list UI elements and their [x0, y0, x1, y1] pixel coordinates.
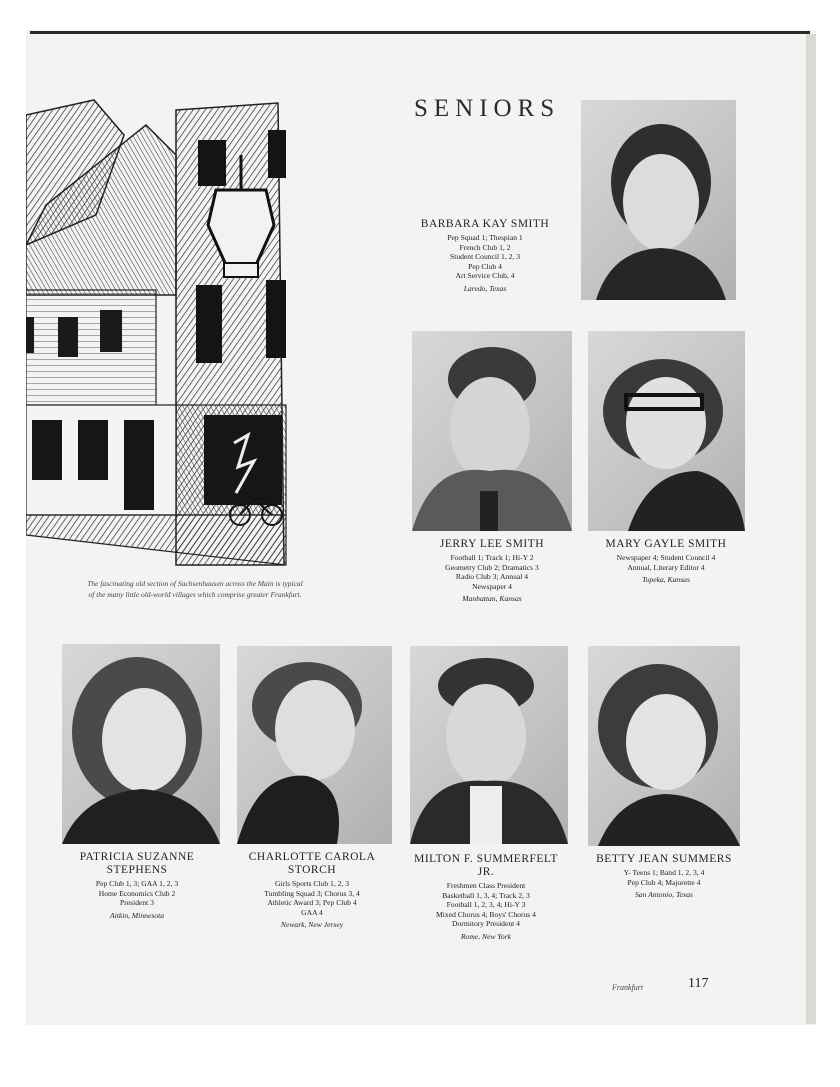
senior-entry [584, 538, 748, 585]
senior-hometown: Laredo, Texas [463, 283, 507, 293]
senior-entry [588, 853, 740, 900]
illustration-caption: The fascinating old section of Sachsenhausen across the Main is typical of the many little old-world villages which comprise greater Frankfurt. [87, 579, 303, 599]
senior-entry [400, 218, 570, 294]
senior-name: BARBARA KAY SMITH [420, 218, 550, 230]
senior-activities: Girls Sports Club 1, 2, 3 Tumbling Squad 3; Chorus 3, 4 Athletic Award 3; Pep Club 4 GAA 4 [264, 879, 360, 917]
senior-activities: Football 1; Track 1; Hi-Y 2 Geometry Club 2; Dramatics 3 Radio Club 3; Annual 4 Newspaper 4 [445, 553, 539, 591]
senior-hometown: San Antonio, Texas [634, 890, 693, 900]
senior-activities: Pep Squad 1; Thespian 1 French Club 1, 2 Student Council 1, 2, 3 Pep Club 4 Art Service Club, 4 [447, 233, 523, 281]
senior-entry [400, 538, 584, 604]
portrait-photo [581, 100, 736, 300]
senior-entry [232, 851, 392, 930]
page-number: 117 [688, 976, 709, 991]
senior-activities: Newspaper 4; Student Council 4 Annual, Literary Editor 4 [616, 553, 716, 572]
section-title: SENIORS [414, 95, 561, 122]
portrait-photo [588, 331, 745, 531]
senior-activities: Pep Club 1, 3; GAA 1, 2, 3 Home Economics Club 2 President 3 [95, 879, 179, 908]
senior-entry [412, 853, 560, 942]
senior-name: JERRY LEE SMITH [439, 538, 545, 550]
top-rule [30, 31, 810, 34]
sachsenhausen-illustration [26, 95, 288, 570]
senior-hometown: Manhattan, Kansas [462, 594, 522, 604]
portrait-photo [412, 331, 572, 531]
senior-name: MILTON F. SUMMERFELT JR. [414, 853, 558, 878]
senior-hometown: Topeka, Kansas [642, 575, 690, 585]
senior-name: CHARLOTTE CAROLA STORCH [248, 851, 376, 876]
senior-activities: Y- Teens 1; Band 1, 2, 3, 4 Pep Club 4; Majorette 4 [623, 868, 705, 887]
footer-book-name: Frankfurt [612, 983, 644, 992]
page-edge-shadow [806, 34, 816, 1024]
portrait-photo [410, 646, 568, 844]
senior-name: BETTY JEAN SUMMERS [596, 853, 732, 865]
senior-hometown: Newark, New Jersey [280, 920, 344, 930]
portrait-photo [237, 646, 392, 844]
senior-hometown: Aitkin, Minnesota [110, 910, 164, 920]
portrait-photo [62, 644, 220, 844]
portrait-photo [588, 646, 740, 846]
senior-entry [62, 851, 212, 921]
senior-name: MARY GAYLE SMITH [605, 538, 727, 550]
senior-name: PATRICIA SUZANNE STEPHENS [79, 851, 195, 876]
senior-activities: Freshmen Class President Basketball 1, 3, 4; Track 2, 3 Football 1, 2, 3, 4; Hi-Y 3 Mixed Chorus 4; Boys' Chorus 4 Dormitory President 4 [436, 881, 536, 929]
senior-hometown: Rome, New York [460, 931, 512, 941]
